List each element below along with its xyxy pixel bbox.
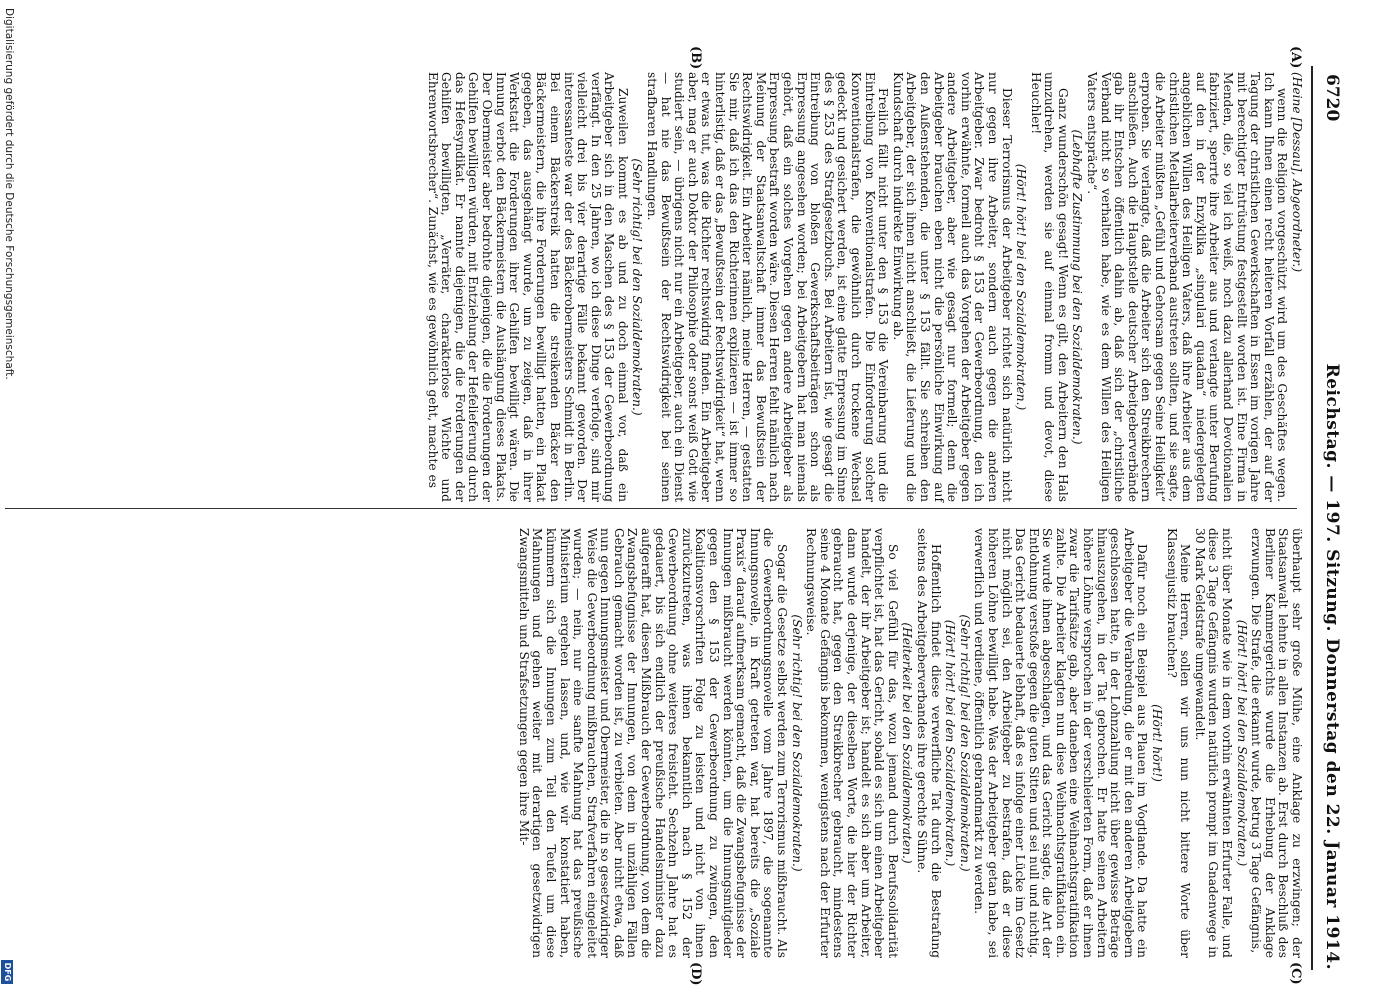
interjection: (Sehr richtig! bei den Sozialdemokraten.)	[957, 614, 972, 872]
interjection: (Hört! hört! bei den Sozialdemokraten.)	[943, 619, 958, 867]
paragraph: nicht über Monate wie in dem vorhin erwähnten Erfurter Falle, und diese 3 Tage Gefängnis wurden natürlich prompt im Gnadenwege in 30 Mark Geldstrafe umgewandelt.	[1192, 528, 1235, 958]
page-number: 6720	[1322, 74, 1342, 122]
paragraph: Ganz wunderschön gesagt! Wenn es gilt, den Arbeitern den Hals umzudrehen, werden sie auf einmal fromm und devot, diese Heuchler!	[1028, 72, 1070, 502]
interjection: (Heiterkeit bei den Sozialdemokraten.)	[900, 622, 915, 864]
header-rule	[1311, 66, 1313, 970]
paragraph: wenn die Religion vorgeschützt wird um des Geschäftes wegen. Ich kann Ihnen einen recht heiteren Vorfall erzählen, der auf der Tagung der christlichen Gewerkschaften in Essen im vorigen Jahre mit berechtigter Entrüstung festgestellt worden ist. Eine Firma in Menden, die, so viel ich weiß, noch dazu allerhand Devotionalien fabriziert, sperrte ihre Arbeiter aus und verlangte unter Berufung auf den in der Enzyklika „singulari quadam“ niedergelegten angeblichen Willen des Heiligen Vaters, daß ihre Arbeiter aus dem christlichen Metallarbeiterverband austreten sollten, und sie sagte, die Arbeiter müßten „Gefühl und Gehorsam gegen Seine Heiligkeit“ erproben. Sie verlangte, daß die Arbeiter sich den Streikbrechern anschließen. Auch die Hauptstelle deutscher Arbeitgeberverbände gab ihr Entschen öffentlich dahin ab, daß sich der „christliche Verband nicht so verhalten habe, wie es dem Willen des Heiligen Vaters entspräche“.	[1085, 72, 1290, 502]
paragraph: überhaupt sehr große Mühe, eine Anklage zu erzwingen; der Staatsanwalt lehnte in allen Instanzen ab. Erst durch Beschluß des Berliner Kammergerichts wurde die Erhebung der Anklage erzwungen. Die Strafe, die erkannt wurde, betrug 3 Tage Gefängnis,	[1249, 528, 1304, 958]
paragraph: Sogar die Gesetze selbst werden zum Terrorismus mißbraucht. Als die Gewerbeordnungsnovelle vom Jahre 1897, die sogenannte Innungsnovelle, in Kraft getreten war, hat bereits die „Soziale Praxis“ darauf aufmerksam gemacht, daß die Zwangsbefugnisse der Innungen mißbraucht werden könnten, um die Innungsmitglieder gegen den § 153 der Gewerbeordnung zu zwingen, den Koalitionsvorschriften Folge zu leisten und nicht von ihnen zurückzutreten, was ihnen bekanntlich nach § 152 der Gewerbeordnung ohne weiteres freisteht. Sechzehn Jahre hat es gedauert, bis sich endlich der preußische Handelsminister dazu aufgerafft hat, diesen Mißbrauch der Gewerbeordnung, von dem die Zwangsbefugnisse der Innungen, von dem in unzähligen Fällen Gebrauch gemacht worden ist, zu verbieten. Aber nicht etwa, daß nun gegen Innungsmeister und Obermeister, die in so gesetzwidriger Weise die Gewerbeordnung mißbrauchen, Strafverfahren eingeleitet wurden; — nein, nur eine sanfte Mahnung hat das preußische Ministerium ergehen lassen, und, wie wir konstatiert haben, kümmern sich die Innungen zum Teil den Teufel um diese Mahnungen und gehen weiter mit derartigen gesetzwidrigen Zwangsmitteln und Strafsetzungen gegen ihre Mit-	[516, 528, 790, 959]
left-column	[424, 72, 1303, 502]
paragraph: So viel Gefühl für das, wozu jemand durch Berufssolidarität verpflichtet ist, hat das Gericht, sobald es sich um einen Arbeitgeber handelt, der ihr Arbeitgeber ist; handelt es sich aber um Arbeiter, dann wurde derjenige, der dieselben Worte, die hier der Richter gebraucht hat, gegen den Streikbrecher gebraucht, mindestens seine 4 Monate Gefängnis bekommen, wenigstens nach der Erfurter Rechnungsweise.	[804, 528, 900, 958]
interjection: (Hört! hört! bei den Sozialdemokraten.)	[1014, 163, 1029, 411]
running-title: Reichstag. — 197. Sitzung. Donnerstag den 22. Januar 1914.	[1322, 363, 1342, 970]
margin-mark-a: (A)	[1288, 46, 1303, 69]
paragraph: Freilich fällt nicht unter den § 153 die Vereinbarung und die Eintreibung von Konventionalstrafen. Die Einforderung solcher Konventionalstrafen, die gewöhnlich durch trockene Wechsel gedeckt und gesichert werden, ist eine glatte Erpressung im Sinne des § 253 des Strafgesetzbuchs. Bei Arbeitern ist, wie gesagt die Eintreibung von bloßen Gewerkschaftsbeiträgen schon als Erpressung angesehen worden; bei Arbeitgebern hat man niemals gehört, daß ein solches Vorgehen gegen andere Arbeitgeber als Erpressung bestraft worden wäre. Diesen Herren fehlt nämlich nach Meinung der Staatsanwaltschaft immer das Bewußtsein der Rechtswidrigkeit. Ein Arbeiter nämlich, meine Herren, — gestatten Sie mir, daß ich das den Richterinnen explizieren — ist immer so hinterlistig, daß er das „Bewußtsein der Rechtswidrigkeit“ hat, wenn er etwas tut, was die Richter rechtswidrig finden. Ein Arbeitgeber aber, mag er auch Doktor der Philosophie oder sonst weiß Gott wie studiert sein, — übrigens nicht nur ein Arbeitgeber, auch ein Dienst — hat nie das Bewußtsein der Rechtswidrigkeit bei seinen strafbaren Handlungen.	[645, 72, 891, 502]
paragraph: Hoffentlich findet diese verwerfliche Tat durch die Bestrafung seitens des Arbeitgeberverbandes ihre gerechte Sühne.	[914, 528, 943, 958]
margin-mark-b: (B)	[688, 46, 703, 70]
page-header	[1317, 74, 1347, 970]
interjection: (Sehr richtig! bei den Sozialdemokraten.)	[630, 158, 645, 416]
margin-mark-d: (D)	[688, 962, 703, 986]
interjection: (Lebhafte Zustimmung bei den Sozialdemokraten.)	[1070, 129, 1085, 445]
column-divider	[5, 508, 1297, 509]
paragraph: Dieser Terrorismus der Arbeitgeber richtet sich natürlich nicht nur gegen ihre Arbeiter, sondern auch gegen die anderen Arbeitgeber. Zwar bedroht § 153 der Gewerbeordnung, den ich vorhin erwähnte, formell auch das Vorgehen der Arbeitgeber gegen andere Arbeitgeber, aber wie gesagt nur formell; denn die Arbeitgeber brauchen eben nicht die persönliche Einwirkung auf den Außenstehenden, die unter § 153 fällt. Sie schreiben den Arbeitgeber, der sich ihnen nicht anschließt, die Lieferung und die Kundschaft durch indirekte Einwirkung ab.	[890, 72, 1014, 502]
paragraph: Dafür noch ein Beispiel aus Plauen im Vogtlande. Da hatte ein Arbeitgeber die Verabredung, die er mit den anderen Arbeitgebern geschlossen hatte, in der Lohnzahlung nicht über gewisse Beträge hinauszugehen, in der Tat gebrochen. Er hatte seinen Arbeitern höhere Löhne versprochen in der verschleierten Form, daß er ihnen zwar die Tarifsätze gab, aber daneben eine Weihnachtsgratifikation zahlte. Die Arbeiter klagten nun diese Weihnachtsgratifikation ein. Sie wurde ihnen abgeschlagen, und das Gericht sagte, die Art der Entlohnung verstoße gegen die guten Sitten und sei null und nichtig. Das Gericht bedauerte lebhaft, daß es infolge einer Lücke im Gesetz nicht möglich sei, den Arbeitgeber zu bestrafen, daß er diese höheren Löhne bewilligt habe. Was der Arbeitgeber getan habe, sei verwerflich und verdiene, öffentlich gebrandmarkt zu werden.	[972, 528, 1150, 958]
paragraph: Zuweilen kommt es ab und zu doch einmal vor, daß ein Arbeitgeber sich in den Maschen des § 153 der Gewerbeordnung verfängt. In den 25 Jahren, wo ich diese Dinge verfolge, sind mir vielleicht drei bis vier derartige Fälle bekannt geworden. Der interessanteste war der des Bäckerobermeisters Schmidt in Berlin. Bei einem Bäckerstreik hatten die streikenden Bäcker den Bäckermeistern, die ihre Forderungen bewilligt hatten, ein Plakat gegeben, das ausgehängt wurde, um zu zeigen, daß in ihrer Werkstatt die Forderungen ihrer Gehilfen bewilligt wären. Die Innung verbot den Bäckermeistern die Aushängung dieses Plakats. Der Obermeister aber bedrohte diejenigen, die die Forderungen der Gehilfen bewilligen würden, mit Entziehung der Hefelieferung durch das Hefesyndikat. Er nannte diejenigen, die die Forderungen der Gehilfen bewilligten, „Verräter, charakterlose Wichte und Ehrenwortsbrecher“. Zunächst, wie es gewöhnlich geht, machte es	[425, 72, 630, 502]
margin-mark-c: (C)	[1288, 962, 1303, 985]
digitization-credit: Digitalisierung gefördert durch die Deutsche Forschungsgemeinschaft.	[3, 8, 15, 380]
right-column	[515, 528, 1303, 958]
dfg-logo: DFG	[1, 960, 13, 984]
interjection: (Hört! hört!)	[1150, 704, 1165, 782]
interjection: (Hört! hört! bei den Sozialdemokraten.)	[1234, 619, 1249, 867]
interjection: (Sehr richtig! bei den Sozialdemokraten.)	[789, 614, 804, 872]
paragraph: Meine Herren, sollen wir uns nun nicht bittere Worte über Klassenjustiz brauchen?	[1164, 528, 1193, 958]
speaker-line: (Heine [Dessau], Abgeordneter.)	[1290, 72, 1304, 273]
